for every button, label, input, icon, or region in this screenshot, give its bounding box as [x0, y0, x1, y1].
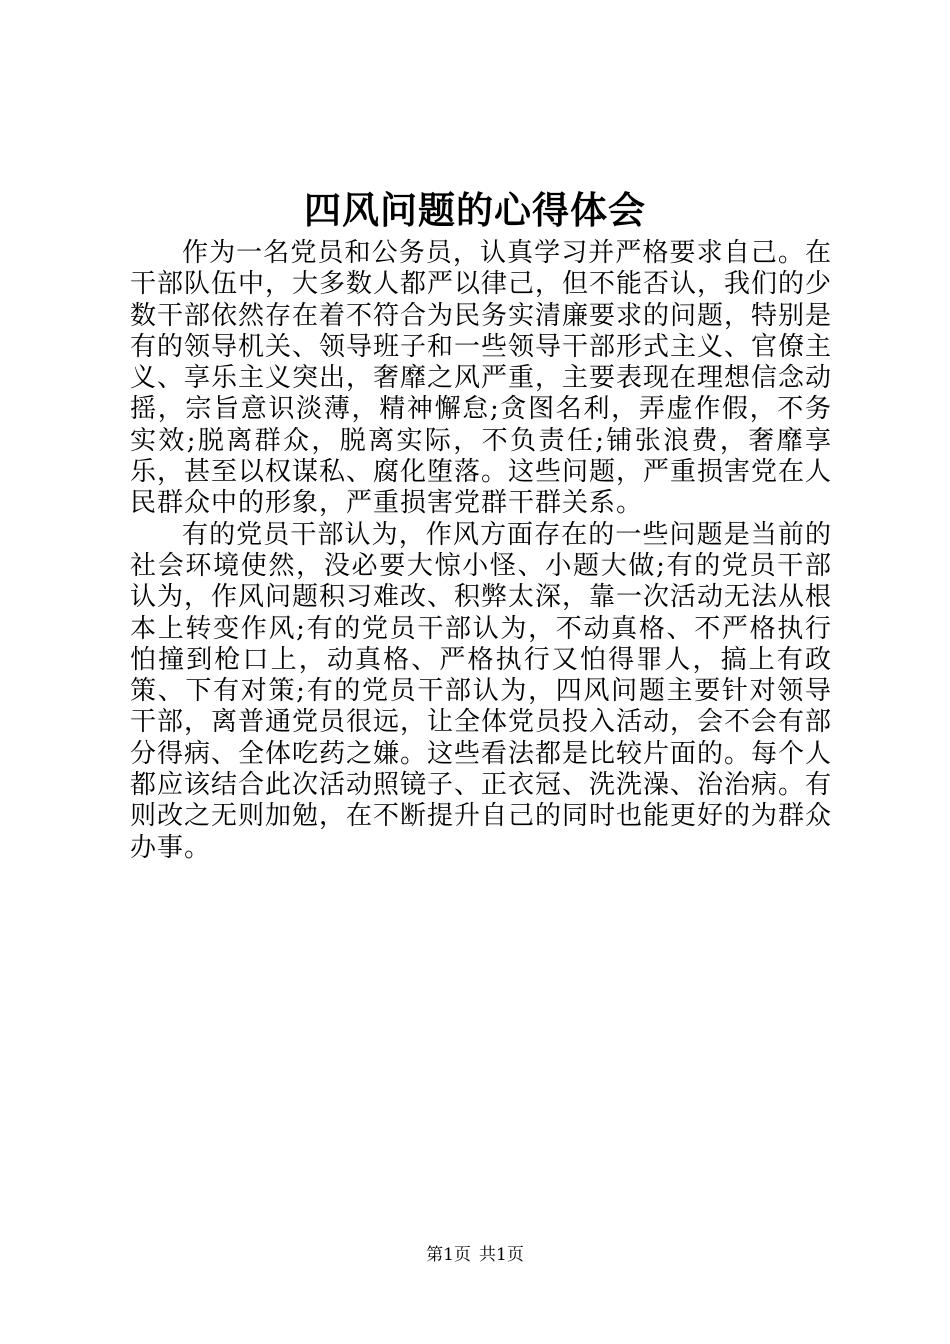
paragraph-1: 作为一名党员和公务员，认真学习并严格要求自己。在干部队伍中，大多数人都严以律己，但不能否认，我们的少数干部依然存在着不符合为民务实清廉要求的问题，特别是有的领导机关、领导班子和一些领导干部形式主义、官僚主义、享乐主义突出，奢靡之风严重，主要表现在理想信念动摇，宗旨意识淡薄，精神懈怠;贪图名利，弄虚作假，不务实效;脱离群众，脱离实际，不负责任;铺张浪费，奢靡享乐，甚至以权谋私、腐化堕落。这些问题，严重损害党在人民群众中的形象，严重损害党群干群关系。 — [130, 238, 833, 519]
page-footer — [0, 1243, 950, 1267]
paragraph-2: 有的党员干部认为，作风方面存在的一些问题是当前的社会环境使然，没必要大惊小怪、小题大做;有的党员干部认为，作风问题积习难改、积弊太深，靠一次活动无法从根本上转变作风;有的党员干部认为，不动真格、不严格执行怕撞到枪口上，动真格、严格执行又怕得罪人，搞上有政策、下有对策;有的党员干部认为，四风问题主要针对领导干部，离普通党员很远，让全体党员投入活动，会不会有部分得病、全体吃药之嫌。这些看法都是比较片面的。每个人都应该结合此次活动照镜子、正衣冠、洗洗澡、治治病。有则改之无则加勉，在不断提升自己的同时也能更好的为群众办事。 — [130, 519, 833, 863]
page-number-current: 第1页 — [426, 1245, 471, 1265]
page-title: 四风问题的心得体会 — [304, 188, 646, 232]
page-number-total: 共1页 — [479, 1245, 524, 1265]
document-body — [130, 238, 832, 864]
